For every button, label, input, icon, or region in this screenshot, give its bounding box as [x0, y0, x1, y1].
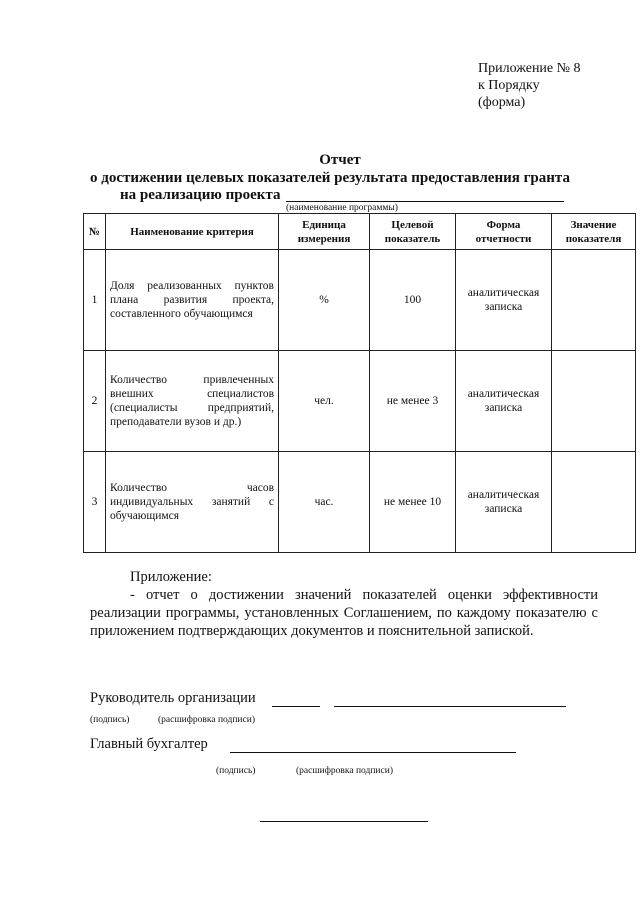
row-value	[552, 351, 636, 452]
report-project-label: на реализацию проекта	[120, 187, 281, 203]
table-header-row	[84, 214, 636, 250]
header-number: №	[84, 214, 106, 250]
header-form: Форма отчетности	[456, 214, 552, 250]
header-target: Целевой показатель	[370, 214, 456, 250]
row-number: 1	[84, 250, 106, 351]
accountant-signature-caption: (подпись)	[216, 766, 256, 776]
row-value	[552, 452, 636, 553]
head-of-organization-label: Руководитель организации	[90, 690, 256, 706]
row-unit: час.	[279, 452, 370, 553]
row-number: 3	[84, 452, 106, 553]
accountant-name-caption: (расшифровка подписи)	[296, 766, 393, 776]
appendix-block	[90, 568, 598, 640]
annex-form-label: (форма)	[478, 95, 526, 110]
appendix-text: - отчет о достижении значений показателей оценки эффективности реализации программы, установленных Соглашением, по каждому показателю с приложением подтверждающих документов и пояснительной запиской.	[90, 587, 598, 639]
appendix-heading: Приложение:	[130, 569, 212, 585]
header-value: Значение показателя	[552, 214, 636, 250]
row-form: аналитическая записка	[456, 250, 552, 351]
row-form: аналитическая записка	[456, 351, 552, 452]
row-criterion: Количество часов индивидуальных занятий с обучающимся	[106, 452, 279, 553]
annex-block	[478, 60, 581, 111]
row-form: аналитическая записка	[456, 452, 552, 553]
table-row	[84, 452, 636, 553]
row-target: не менее 3	[370, 351, 456, 452]
report-title: Отчет	[319, 152, 361, 168]
program-name-caption: (наименование программы)	[286, 203, 398, 213]
accountant-signature-line	[230, 752, 516, 753]
row-target: не менее 10	[370, 452, 456, 553]
row-target: 100	[370, 250, 456, 351]
indicators-table	[83, 213, 636, 553]
row-value	[552, 250, 636, 351]
table-row	[84, 351, 636, 452]
row-unit: %	[279, 250, 370, 351]
closing-separator-line	[260, 821, 428, 822]
header-unit: Единица измерения	[279, 214, 370, 250]
report-subtitle: о достижении целевых показателей результата предоставления гранта	[90, 170, 570, 186]
head-signature-caption: (подпись)	[90, 715, 130, 725]
table-row	[84, 250, 636, 351]
head-name-caption: (расшифровка подписи)	[158, 715, 255, 725]
annex-number: Приложение № 8	[478, 61, 581, 76]
row-criterion: Доля реализованных пунктов плана развития проекта, составленного обучающимся	[106, 250, 279, 351]
row-number: 2	[84, 351, 106, 452]
chief-accountant-label: Главный бухгалтер	[90, 736, 208, 752]
row-criterion: Количество привлеченных внешних специалистов (специалисты предприятий, преподаватели вузов и др.)	[106, 351, 279, 452]
head-name-line	[334, 706, 566, 707]
header-criterion: Наименование критерия	[106, 214, 279, 250]
program-name-line	[286, 201, 564, 202]
row-unit: чел.	[279, 351, 370, 452]
head-signature-line	[272, 706, 320, 707]
annex-reference: к Порядку	[478, 78, 540, 93]
